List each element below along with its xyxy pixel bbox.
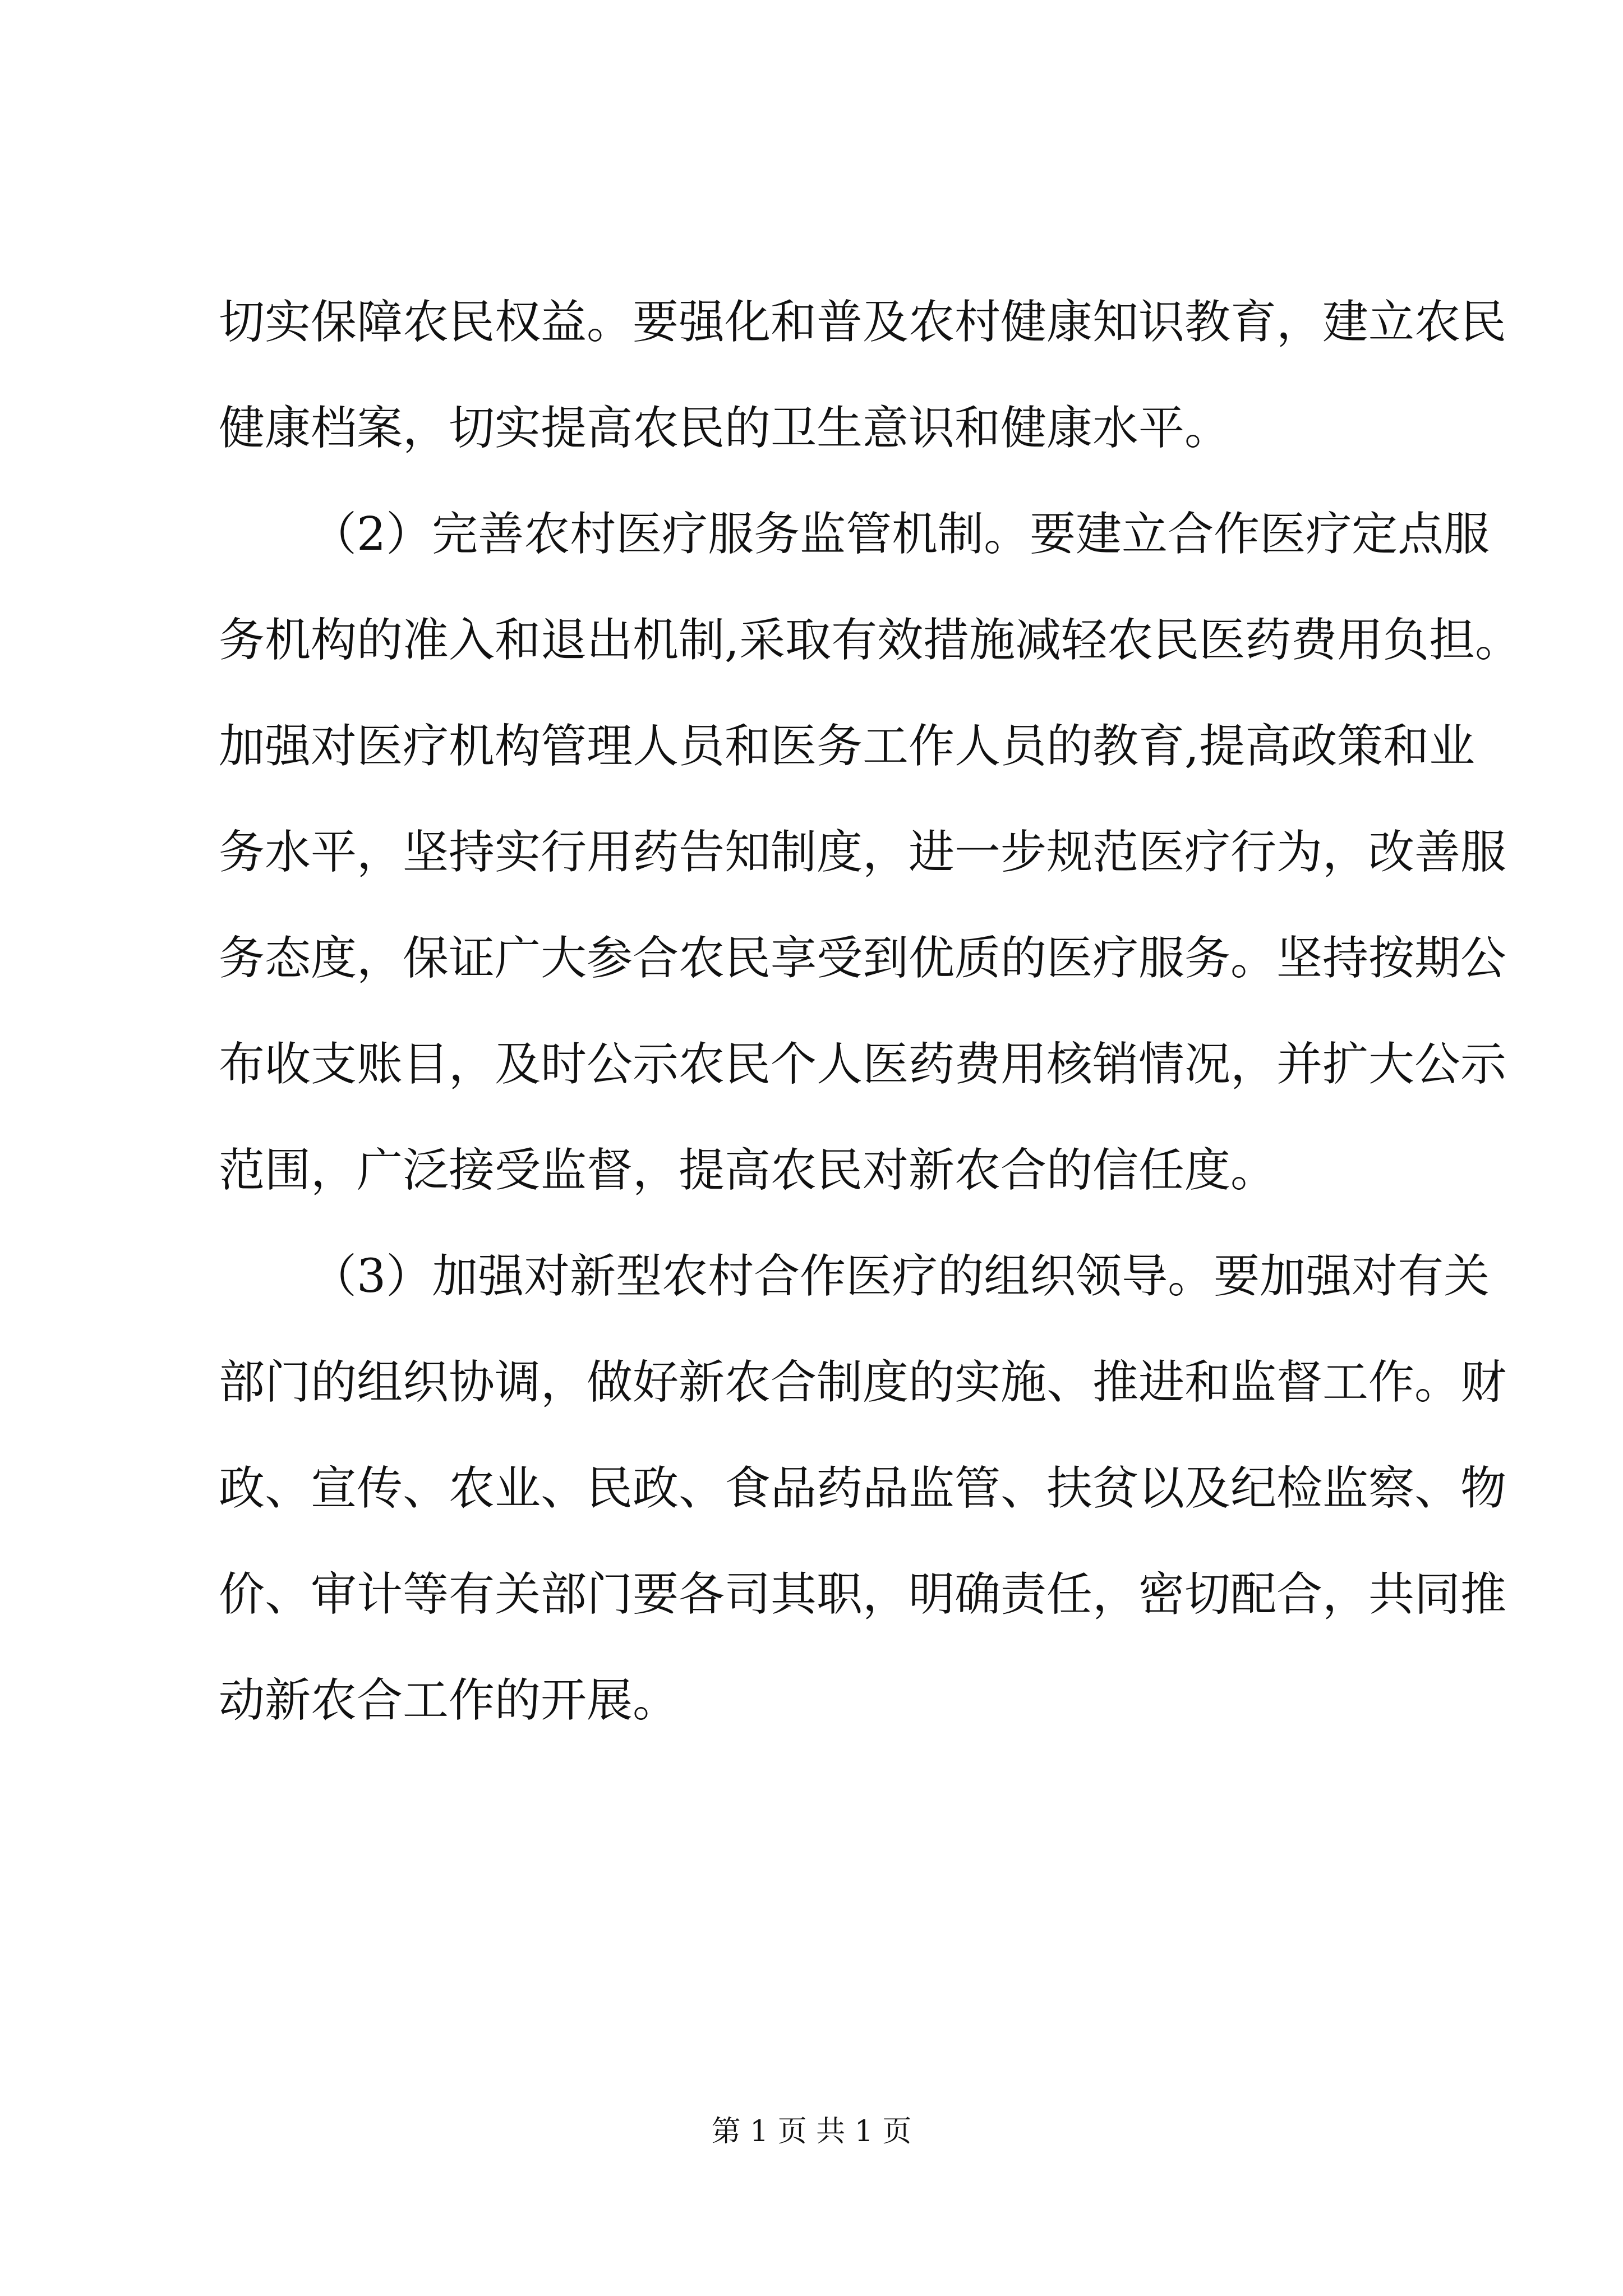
text-line: 务机构的准入和退出机制,采取有效措施减轻农民医药费用负担。 <box>219 614 1521 667</box>
text-line: 切实保障农民权益。要强化和普及农村健康知识教育，建立农民 <box>219 296 1507 349</box>
document-body <box>219 269 1521 1754</box>
text-line: 布收支账目，及时公示农民个人医药费用核销情况，并扩大公示 <box>219 1038 1507 1091</box>
text-line: 务水平，坚持实行用药告知制度，进一步规范医疗行为，改善服 <box>219 826 1507 879</box>
text-line: （2）完善农村医疗服务监管机制。要建立合作医疗定点服 <box>311 508 1490 561</box>
text-line: 健康档案，切实提高农民的卫生意识和健康水平。 <box>219 402 1231 455</box>
text-line: 务态度，保证广大参合农民享受到优质的医疗服务。坚持按期公 <box>219 932 1507 985</box>
text-line: 范围，广泛接受监督，提高农民对新农合的信任度。 <box>219 1144 1277 1197</box>
page-footer: 第 1 页 共 1 页 <box>711 2115 912 2148</box>
text-line: 动新农合工作的开展。 <box>219 1674 679 1727</box>
text-line: （3）加强对新型农村合作医疗的组织领导。要加强对有关 <box>311 1250 1490 1303</box>
text-line: 部门的组织协调，做好新农合制度的实施、推进和监督工作。财 <box>219 1356 1507 1409</box>
text-line: 价、审计等有关部门要各司其职，明确责任，密切配合，共同推 <box>219 1568 1507 1621</box>
text-line: 加强对医疗机构管理人员和医务工作人员的教育,提高政策和业 <box>219 720 1476 773</box>
text-line: 政、宣传、农业、民政、食品药品监管、扶贫以及纪检监察、物 <box>219 1462 1507 1515</box>
